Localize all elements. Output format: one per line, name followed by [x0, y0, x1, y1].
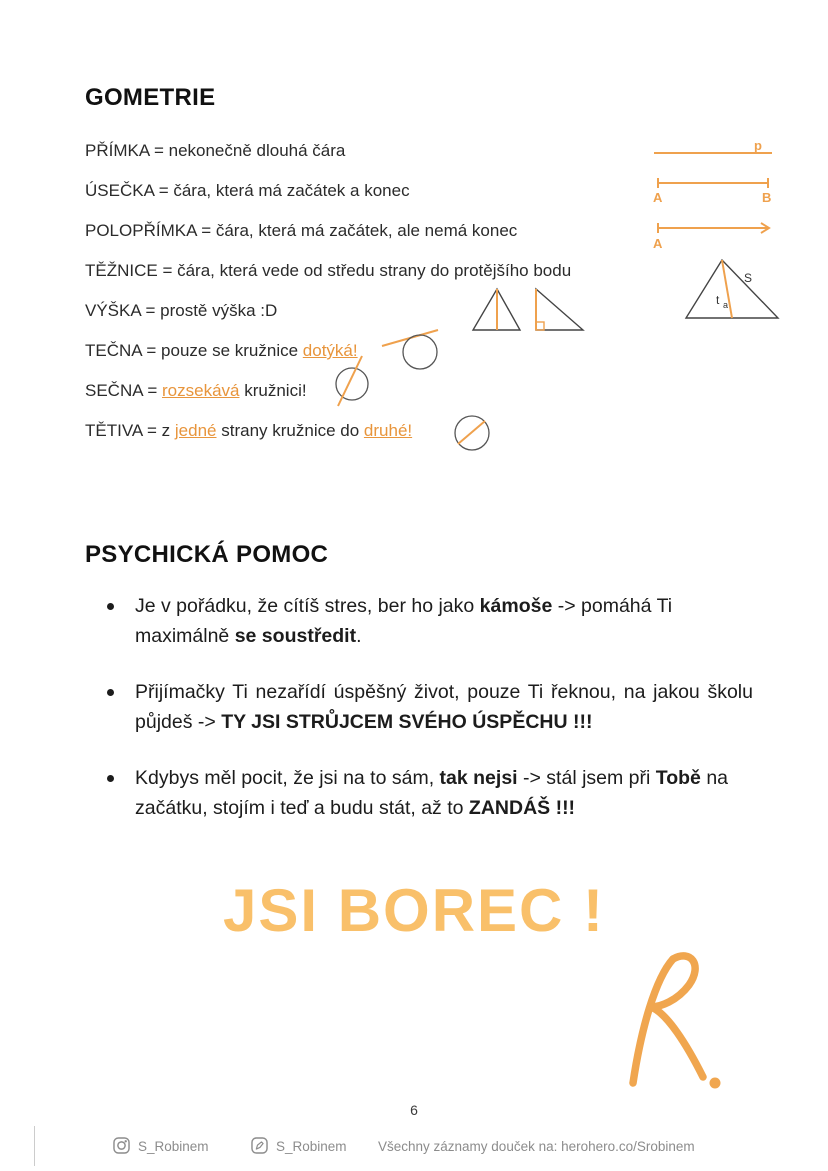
definition-tecna	[85, 341, 358, 361]
bullet-sam-text	[135, 767, 728, 819]
definition-secna-text: SEČNA =	[85, 381, 163, 400]
bullet-stress	[103, 591, 753, 651]
segment-diagram	[650, 174, 778, 206]
text-segment: na začátku, stojím i teď a budu stát, až to	[135, 767, 729, 819]
psych-bullet-list	[103, 591, 753, 849]
bold-soustredit: se soustředit	[234, 625, 357, 647]
bold-kamose: kámoše	[479, 595, 553, 617]
bullet-prijimacky-text	[135, 677, 753, 737]
bullet-stress-text	[135, 595, 672, 647]
bold-tobe: Tobě	[655, 767, 701, 789]
highlight-druhe: druhé!	[363, 421, 413, 440]
bold-zandas: ZANDÁŠ !!!	[468, 797, 576, 819]
bold-strujcem: TY JSI STRŮJCEM SVÉHO ÚSPĚCHU !!!	[221, 711, 593, 733]
instagram-handle: S_Robinem	[138, 1139, 209, 1154]
label-a: A	[653, 190, 663, 205]
highlight-rozsekava: rozsekává	[162, 381, 240, 400]
bullet-dot	[107, 689, 114, 696]
signature-r-icon	[615, 945, 730, 1095]
definition-tetiva-text-mid: strany kružnice do	[216, 421, 364, 440]
definition-teznice: TĚŽNICE = čára, která vede od středu strany do protějšího bodu	[85, 261, 572, 280]
page-number: 6	[410, 1102, 418, 1118]
bullet-sam	[103, 763, 753, 823]
chat-icon	[250, 1136, 269, 1155]
text-segment: -> pomáhá Ti maximálně	[135, 595, 673, 647]
footer-note: Všechny záznamy douček na: herohero.co/Srobinem	[378, 1139, 695, 1154]
highlight-jedne: jedné	[174, 421, 217, 440]
text-segment: Kdybys měl pocit, že jsi na to sám,	[135, 767, 440, 789]
label-t: t	[716, 293, 720, 307]
definition-poloprimka: POLOPŘÍMKA = čára, která má začátek, ale nemá konec	[85, 221, 518, 240]
chord-circle-diagram	[448, 410, 498, 458]
label-p: p	[754, 140, 762, 153]
definition-secna-text-end: kružnici!	[239, 381, 307, 400]
secant-circle-diagram	[330, 354, 378, 410]
bullet-dot	[107, 775, 114, 782]
definition-vyska: VÝŠKA = prostě výška :D	[85, 301, 278, 320]
bullet-dot	[107, 603, 114, 610]
big-motivation-text: JSI BOREC !	[222, 877, 606, 944]
page-edge-mark	[34, 1126, 35, 1166]
definition-secna	[85, 381, 307, 401]
definition-tetiva-text: TĚTIVA = z	[85, 421, 175, 440]
bold-tak-nejsi: tak nejsi	[439, 767, 518, 789]
text-segment: Je v pořádku, že cítíš stres, ber ho jako	[135, 595, 480, 617]
height-triangles-diagram	[462, 280, 592, 336]
label-a-ray: A	[653, 236, 663, 251]
definition-tetiva	[85, 421, 412, 441]
bullet-prijimacky	[103, 677, 753, 737]
line-diagram	[650, 140, 778, 160]
label-b: B	[762, 190, 772, 205]
definition-tecna-text: TEČNA = pouze se kružnice	[85, 341, 303, 360]
instagram-icon	[112, 1136, 131, 1155]
label-t-sub-a: a	[723, 300, 729, 310]
label-s: S	[744, 271, 753, 285]
text-segment: -> stál jsem při	[517, 767, 656, 789]
median-triangle-diagram	[678, 252, 786, 326]
definition-usecka: ÚSEČKA = čára, která má začátek a konec	[85, 181, 410, 200]
definition-primka: PŘÍMKA = nekonečně dlouhá čára	[85, 141, 346, 160]
section-title-geometry: GOMETRIE	[85, 84, 216, 111]
text-segment: .	[356, 625, 362, 647]
section-title-psych: PSYCHICKÁ POMOC	[85, 541, 329, 568]
text-segment: Přijímačky Ti nezařídí úspěšný život, pouze Ti řeknou, na jakou školu půjdeš ->	[135, 681, 753, 733]
tangent-circle-diagram	[380, 318, 446, 372]
ray-diagram	[650, 220, 778, 252]
highlight-dotyka: dotýká!	[302, 341, 358, 360]
second-handle: S_Robinem	[276, 1139, 347, 1154]
